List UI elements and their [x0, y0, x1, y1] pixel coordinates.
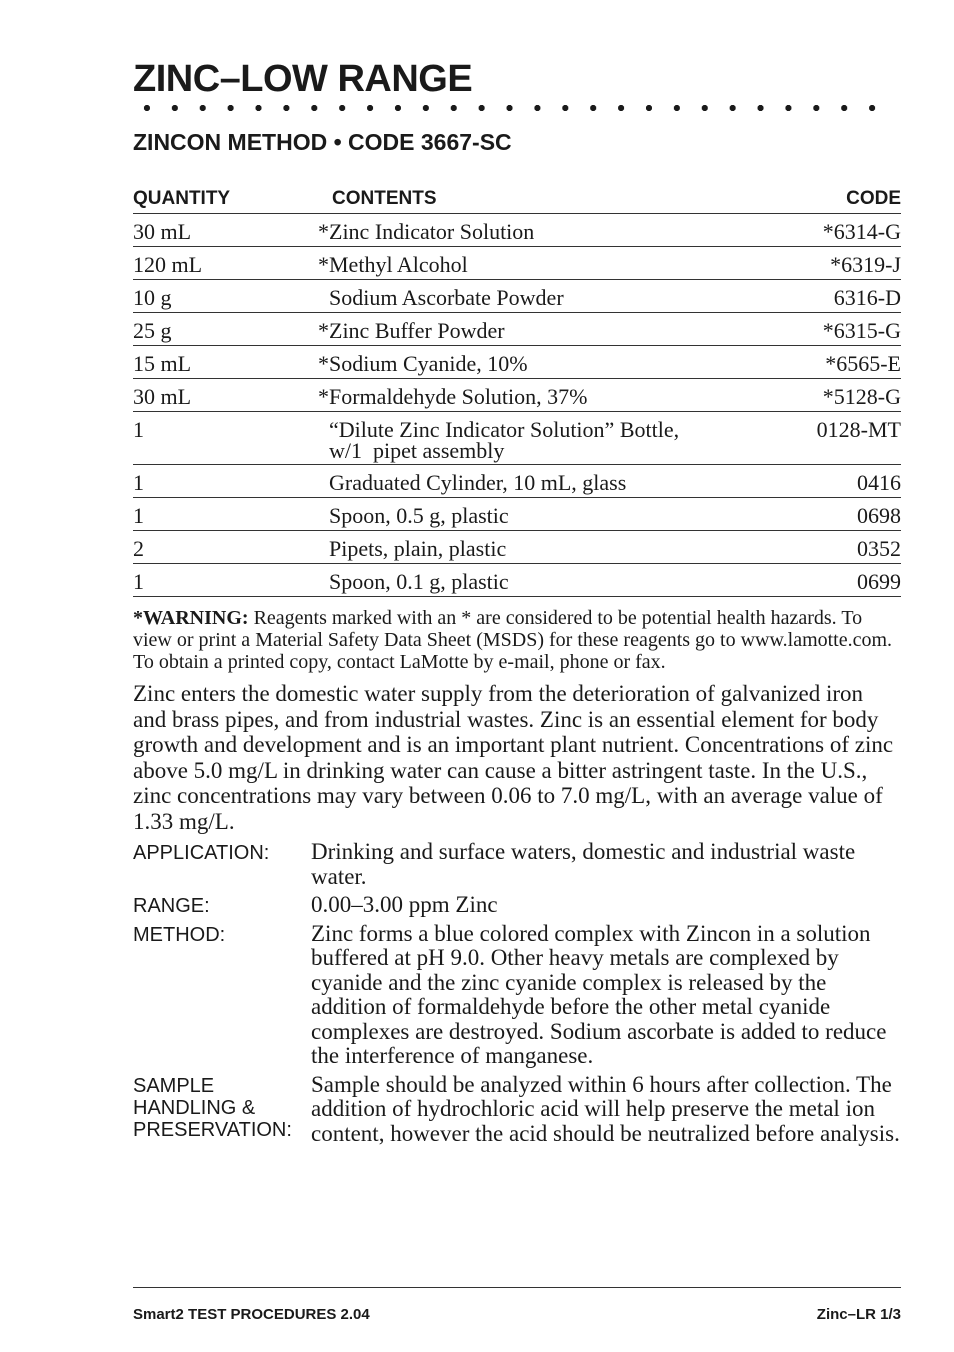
sample-handling-label [133, 1073, 311, 1147]
cell-code: 6316-D [751, 280, 901, 313]
table-row [133, 379, 901, 412]
contents-line: Sodium Ascorbate Powder [318, 285, 564, 310]
header-contents: CONTENTS [318, 180, 751, 214]
cell-contents [318, 498, 751, 531]
field-application [133, 840, 901, 889]
field-method [133, 922, 901, 1069]
cell-code: 0352 [751, 531, 901, 564]
contents-line: Graduated Cylinder, 10 mL, glass [318, 470, 627, 495]
table-row [133, 280, 901, 313]
cell-contents [318, 465, 751, 498]
method-value: Zinc forms a blue colored complex with Zincon in a solution buffered at pH 9.0. Other heavy metals are complexed by cyanide and the zinc cyanide complex is released by the addition of formaldehyde before the other metal cyanide complexes are destroyed. Sodium ascorbate is added to reduce the interference of manganese. [311, 920, 887, 1068]
contents-line: “Dilute Zinc Indicator Solution” Bottle, [318, 417, 680, 442]
contents-line: Spoon, 0.1 g, plastic [318, 569, 509, 594]
page-footer [133, 1306, 901, 1323]
warning-note [133, 607, 901, 673]
cell-quantity: 30 mL [133, 379, 318, 412]
kit-contents-table [133, 180, 901, 597]
cell-quantity: 30 mL [133, 214, 318, 247]
table-row [133, 412, 901, 465]
footer-right: Zinc–LR 1/3 [816, 1306, 901, 1323]
footer-divider [133, 1287, 901, 1288]
table-row [133, 498, 901, 531]
page-title: ZINC–LOW RANGE [133, 58, 473, 100]
cell-quantity: 25 g [133, 313, 318, 346]
cell-contents [318, 346, 751, 379]
cell-code: *6319-J [751, 247, 901, 280]
cell-quantity: 10 g [133, 280, 318, 313]
cell-quantity: 1 [133, 498, 318, 531]
contents-line: *Formaldehyde Solution, 37% [318, 384, 588, 409]
contents-line: Spoon, 0.5 g, plastic [318, 503, 509, 528]
table-row [133, 465, 901, 498]
contents-line: *Sodium Cyanide, 10% [318, 351, 528, 376]
cell-contents [318, 247, 751, 280]
intro-paragraph: Zinc enters the domestic water supply from the deterioration of galvanized iron and brass pipes, and from industrial wastes. Zinc is an essential element for body growth and development and is an important plant nutrient. Concentrations of zinc above 5.0 mg/L in drinking water can cause a bitter astringent taste. In the U.S., zinc concentrations may vary between 0.06 to 7.0 mg/L, with an average value of 1.33 mg/L. [133, 681, 894, 834]
table-row [133, 346, 901, 379]
application-value: Drinking and surface waters, domestic and industrial waste water. [311, 839, 856, 889]
contents-line: w/1 pipet assembly [318, 438, 505, 463]
sample-label-line-1: SAMPLE [133, 1074, 215, 1097]
table-row [133, 564, 901, 597]
cell-contents [318, 214, 751, 247]
warning-text: Reagents marked with an * are considered to be potential health hazards. To view or print a Material Safety Data Sheet (MSDS) for these reagents go to www.lamotte.com. To obtain a printed copy, contact LaMotte by e-mail, phone or fax. [133, 607, 893, 673]
contents-line: *Zinc Buffer Powder [318, 318, 505, 343]
sample-label-line-3: PRESERVATION: [133, 1118, 292, 1141]
cell-code: 0416 [751, 465, 901, 498]
header-code: CODE [751, 180, 901, 214]
table-row [133, 313, 901, 346]
sample-handling-value: Sample should be analyzed within 6 hours after collection. The addition of hydrochloric acid will help preserve the metal ion content, however the acid should be neutralized before analysis. [311, 1071, 900, 1146]
table-row [133, 531, 901, 564]
field-range [133, 893, 901, 918]
range-value: 0.00–3.00 ppm Zinc [311, 892, 498, 917]
cell-contents [318, 564, 751, 597]
warning-label: *WARNING: [133, 607, 249, 629]
cell-code: 0698 [751, 498, 901, 531]
range-label: RANGE: [133, 895, 210, 917]
cell-contents [318, 313, 751, 346]
cell-contents [318, 412, 751, 465]
page-subtitle: ZINCON METHOD • CODE 3667-SC [133, 129, 512, 155]
cell-quantity: 1 [133, 465, 318, 498]
cell-code: *5128-G [751, 379, 901, 412]
table-row [133, 214, 901, 247]
cell-contents [318, 379, 751, 412]
table-header-row [133, 180, 901, 214]
cell-quantity: 1 [133, 564, 318, 597]
field-sample-handling [133, 1073, 901, 1147]
document-page [133, 56, 901, 1146]
method-label: METHOD: [133, 923, 226, 946]
cell-code: *6314-G [751, 214, 901, 247]
cell-code: *6565-E [751, 346, 901, 379]
dotted-divider [133, 104, 895, 112]
table-row [133, 247, 901, 280]
cell-code: 0128-MT [751, 412, 901, 465]
sample-label-line-2: HANDLING & [133, 1096, 256, 1119]
table-body [133, 214, 901, 597]
contents-line: Pipets, plain, plastic [318, 536, 507, 561]
cell-code: 0699 [751, 564, 901, 597]
cell-quantity: 120 mL [133, 247, 318, 280]
cell-quantity: 2 [133, 531, 318, 564]
cell-code: *6315-G [751, 313, 901, 346]
cell-contents [318, 280, 751, 313]
contents-line: *Methyl Alcohol [318, 252, 468, 277]
cell-contents [318, 531, 751, 564]
cell-quantity: 15 mL [133, 346, 318, 379]
header-quantity: QUANTITY [133, 180, 318, 214]
application-label: APPLICATION: [133, 842, 270, 864]
cell-quantity: 1 [133, 412, 318, 465]
contents-line: *Zinc Indicator Solution [318, 219, 535, 244]
footer-left: Smart2 TEST PROCEDURES 2.04 [133, 1306, 370, 1323]
